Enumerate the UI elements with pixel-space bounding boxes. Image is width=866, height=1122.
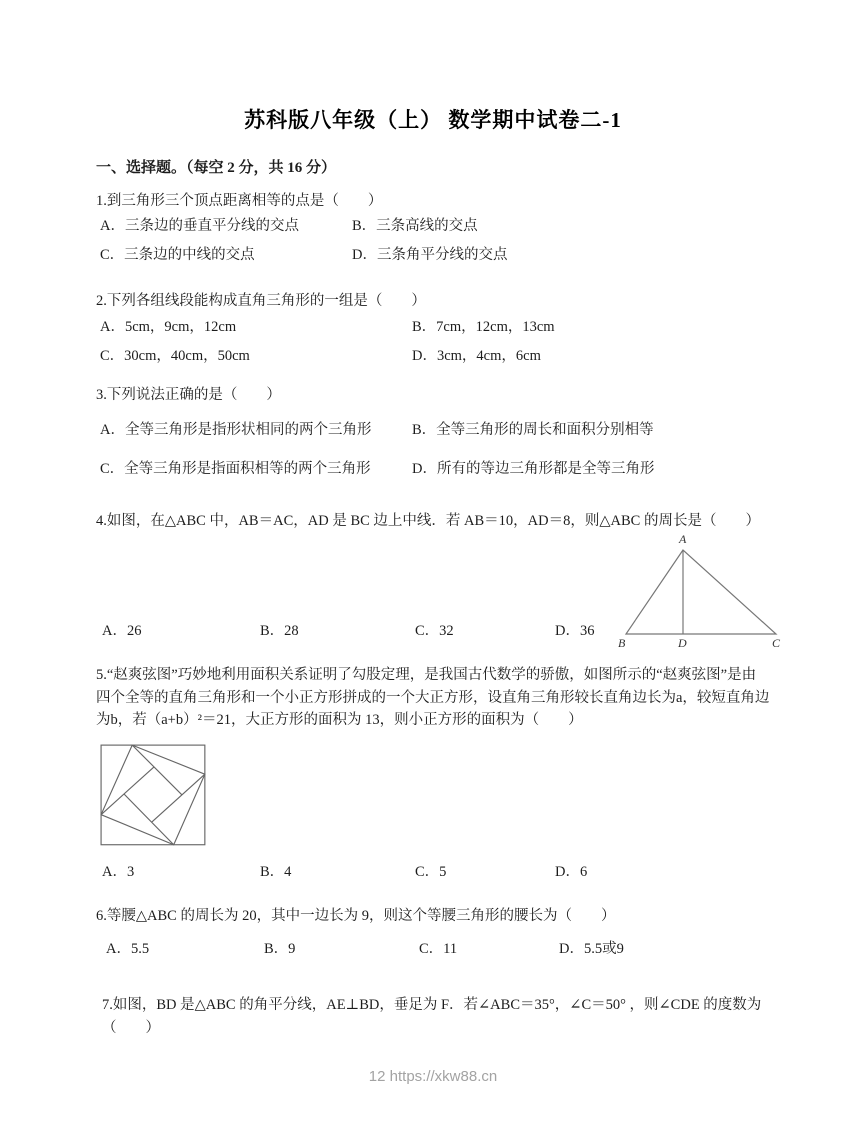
question-6 bbox=[96, 905, 770, 964]
question-6-option-c: C．11 bbox=[419, 941, 458, 958]
question-1-option-a: A．三条边的垂直平分线的交点 bbox=[100, 218, 299, 235]
vertex-label-b: B bbox=[618, 636, 626, 651]
question-4-text: 4.如图，在△ABC 中，AB＝AC，AD 是 BC 边上中线．若 AB＝10，AD＝8，则△ABC 的周长是（ ） bbox=[96, 513, 760, 530]
question-5-option-c: C．5 bbox=[415, 863, 447, 880]
question-2-option-b: B．7cm，12cm，13cm bbox=[412, 318, 555, 335]
isosceles-triangle-figure bbox=[616, 532, 784, 653]
question-3-option-d: D．所有的等边三角形都是全等三角形 bbox=[412, 461, 655, 478]
question-4-option-d: D．36 bbox=[555, 622, 595, 639]
question-5-text: 5.“赵爽弦图”巧妙地利用面积关系证明了勾股定理，是我国古代数学的骄傲，如图所示的“赵爽弦图”是由四个全等的直角三角形和一个小正方形拼成的一个大正方形，设直角三角形较长直角边长为a，较短直角边为b，若（a+b）²＝21，大正方形的面积为 13，则小正方形的面积为（ ） bbox=[96, 667, 770, 729]
vertex-label-a: A bbox=[679, 532, 687, 547]
question-2-option-d: D．3cm，4cm，6cm bbox=[412, 347, 541, 364]
question-2-text: 2.下列各组线段能构成直角三角形的一组是（ ） bbox=[96, 293, 426, 310]
question-1 bbox=[96, 190, 770, 270]
zhao-shuang-diagram-figure bbox=[96, 742, 212, 852]
question-5 bbox=[96, 664, 770, 886]
question-3-option-b: B．全等三角形的周长和面积分别相等 bbox=[412, 422, 654, 439]
question-3-options-row-2 bbox=[96, 455, 770, 484]
vertex-label-d: D bbox=[678, 636, 687, 651]
question-3-options-row-1 bbox=[96, 416, 770, 445]
question-1-options-row-1 bbox=[96, 212, 770, 241]
section-heading: 一、选择题。（每空 2 分，共 16 分） bbox=[96, 160, 337, 176]
question-3-option-a: A．全等三角形是指形状相同的两个三角形 bbox=[100, 422, 372, 439]
question-5-option-d: D．6 bbox=[555, 863, 588, 880]
question-1-options-row-2 bbox=[96, 241, 770, 270]
question-5-option-a: A．3 bbox=[102, 863, 135, 880]
question-4-option-c: C．32 bbox=[415, 622, 454, 639]
question-4 bbox=[96, 510, 781, 651]
question-1-text: 1.到三角形三个顶点距离相等的点是（ ） bbox=[96, 193, 383, 209]
vertex-label-c: C bbox=[772, 636, 781, 651]
question-4-option-b: B．28 bbox=[260, 622, 299, 639]
question-1-option-d: D．三条角平分线的交点 bbox=[352, 247, 508, 264]
page-footer: 12 https://xkw88.cn bbox=[368, 1068, 498, 1085]
question-5-options-row bbox=[96, 858, 770, 887]
question-2-options-row-1 bbox=[96, 313, 770, 342]
question-4-option-a: A．26 bbox=[102, 622, 142, 639]
page-title: 苏科版八年级（上） 数学期中试卷二-1 bbox=[244, 108, 622, 132]
question-1-option-c: C．三条边的中线的交点 bbox=[100, 247, 255, 264]
question-1-option-b: B．三条高线的交点 bbox=[352, 218, 478, 235]
question-3-option-c: C．全等三角形是指面积相等的两个三角形 bbox=[100, 461, 371, 478]
question-5-option-b: B．4 bbox=[260, 863, 292, 880]
question-6-options-row bbox=[96, 935, 770, 964]
question-2 bbox=[96, 290, 770, 370]
question-6-option-d: D．5.5或9 bbox=[559, 941, 624, 958]
question-2-option-a: A．5cm，9cm，12cm bbox=[100, 318, 237, 335]
question-7-text: 7.如图，BD 是△ABC 的角平分线，AE⊥BD，垂足为 F．若∠ABC＝35°，∠C＝50° ，则∠CDE 的度数为（ ） bbox=[102, 997, 762, 1036]
question-6-text: 6.等腰△ABC 的周长为 20，其中一边长为 9，则这个等腰三角形的腰长为（ ） bbox=[96, 907, 616, 924]
question-2-option-c: C．30cm，40cm，50cm bbox=[100, 347, 250, 364]
question-6-option-b: B．9 bbox=[264, 941, 296, 958]
question-3-text: 3.下列说法正确的是（ ） bbox=[96, 386, 281, 403]
question-3 bbox=[96, 384, 770, 484]
question-6-option-a: A．5.5 bbox=[106, 941, 150, 958]
question-2-options-row-2 bbox=[96, 342, 770, 371]
question-7 bbox=[96, 994, 770, 1039]
